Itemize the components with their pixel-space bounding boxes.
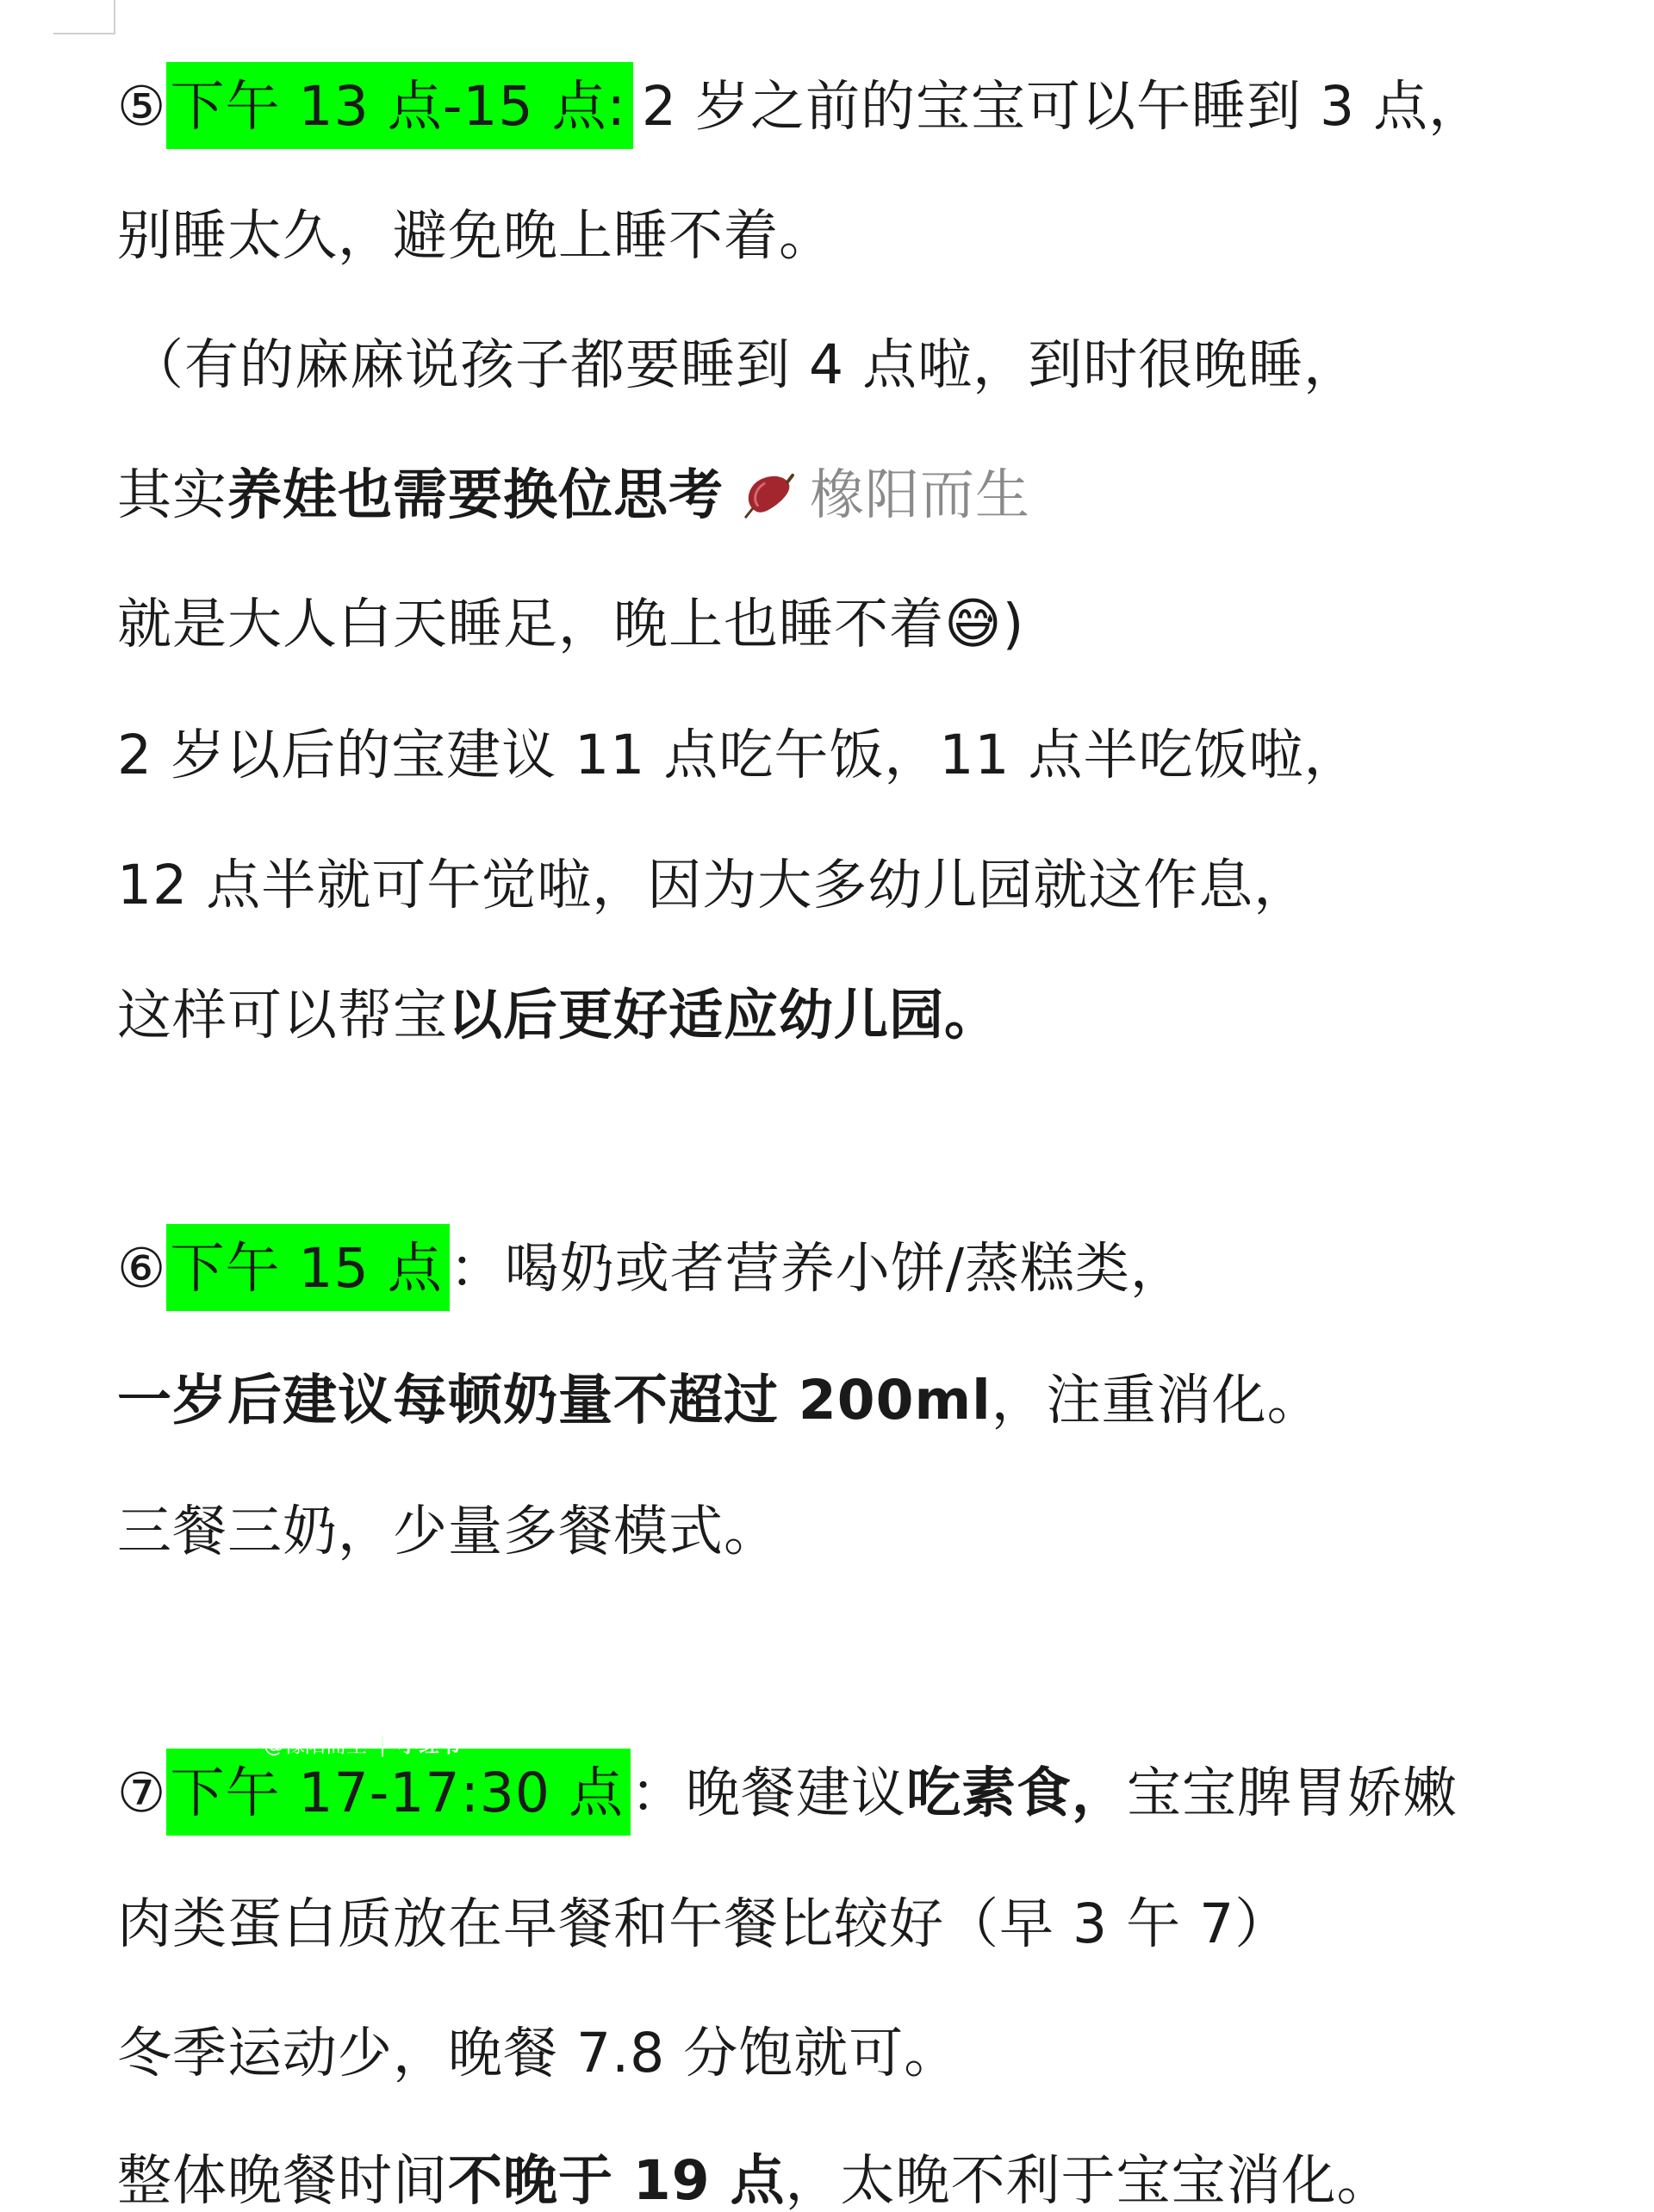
watermark-separator: | [379,1733,387,1757]
s6-line-1 [117,1237,1185,1300]
s5-line-8 [117,984,999,1047]
s7-line-1 [117,1762,1458,1824]
s7-line-4-bold: 不晚于 19 点 [448,2149,786,2212]
s7-time: 下午 17-17:30 点 [170,1762,624,1824]
s5-line-4-bold: 养娃也需要换位思考 [227,463,724,526]
s6-line-2-text: ，注重消化。 [991,1369,1322,1432]
s5-line-5 [117,593,1025,656]
s5-number: ⑤ [117,75,167,138]
s5-line-1-text: 2 岁之前的宝宝可以午睡到 3 点， [641,75,1484,138]
s7-number: ⑦ [117,1762,167,1824]
s5-line-4-watermark: 橡阳而生 [810,463,1030,526]
s5-line-4 [117,463,1030,526]
s7-line-4-text: 整体晚餐时间 [117,2149,448,2212]
s6-line-3: 三餐三奶，少量多餐模式。 [117,1500,779,1563]
s6-number: ⑥ [117,1237,167,1300]
s5-line-2: 别睡太久，避免晚上睡不着。 [117,204,834,267]
s5-line-8-bold: 以后更好适应幼儿园。 [448,984,999,1047]
s5-line-5-paren: ) [1002,593,1025,656]
s5-line-5-text: 就是大人白天睡足，晚上也睡不着 [117,593,944,656]
s5-colon: : [606,75,626,138]
s7-line-4 [117,2149,1392,2212]
s7-line-1-bold: 吃素食， [906,1762,1127,1824]
s5-time: 下午 13 点-15 点 [170,75,607,138]
s5-line-3: （有的麻麻说孩子都要睡到 4 点啦，到时很晚睡， [129,333,1359,396]
s5-time-highlight [166,62,632,149]
s6-time-highlight [166,1224,449,1311]
s7-line-4-rest: ，太晚不利于宝宝消化。 [785,2149,1392,2212]
s6-time: 下午 15 点 [170,1237,443,1300]
s7-line-2: 肉类蛋白质放在早餐和午餐比较好（早 3 午 7） [117,1892,1290,1955]
s5-line-1 [117,75,1484,138]
s5-line-4-text: 其实 [117,463,227,526]
s5-line-8-text: 这样可以帮宝 [117,984,448,1047]
s6-line-1-text: ：喝奶或者营养小饼/蒸糕类， [449,1237,1185,1300]
page-corner-mark [53,0,115,34]
watermark-handle: @橡阳而生 [264,1733,367,1757]
s5-line-7: 12 点半就可午觉啦，因为大多幼儿园就这作息， [117,854,1309,916]
s7-line-3: 冬季运动少，晚餐 7.8 分饱就可。 [117,2022,960,2085]
s7-line-1-rest: 宝宝脾胃娇嫩 [1127,1762,1458,1824]
xiaohongshu-watermark [264,1728,460,1758]
watermark-brand: 小红书 [398,1733,461,1757]
sweat-smile-emoji-icon: 😅 [944,593,1003,656]
s6-line-2 [117,1369,1322,1432]
s7-line-1-text: ：晚餐建议 [631,1762,906,1824]
s6-line-2-bold: 一岁后建议每顿奶量不超过 200ml [117,1369,992,1432]
s7-time-highlight [166,1749,631,1836]
sweet-potato-icon [741,469,794,522]
s5-line-6: 2 岁以后的宝建议 11 点吃午饭，11 点半吃饭啦， [117,724,1359,786]
